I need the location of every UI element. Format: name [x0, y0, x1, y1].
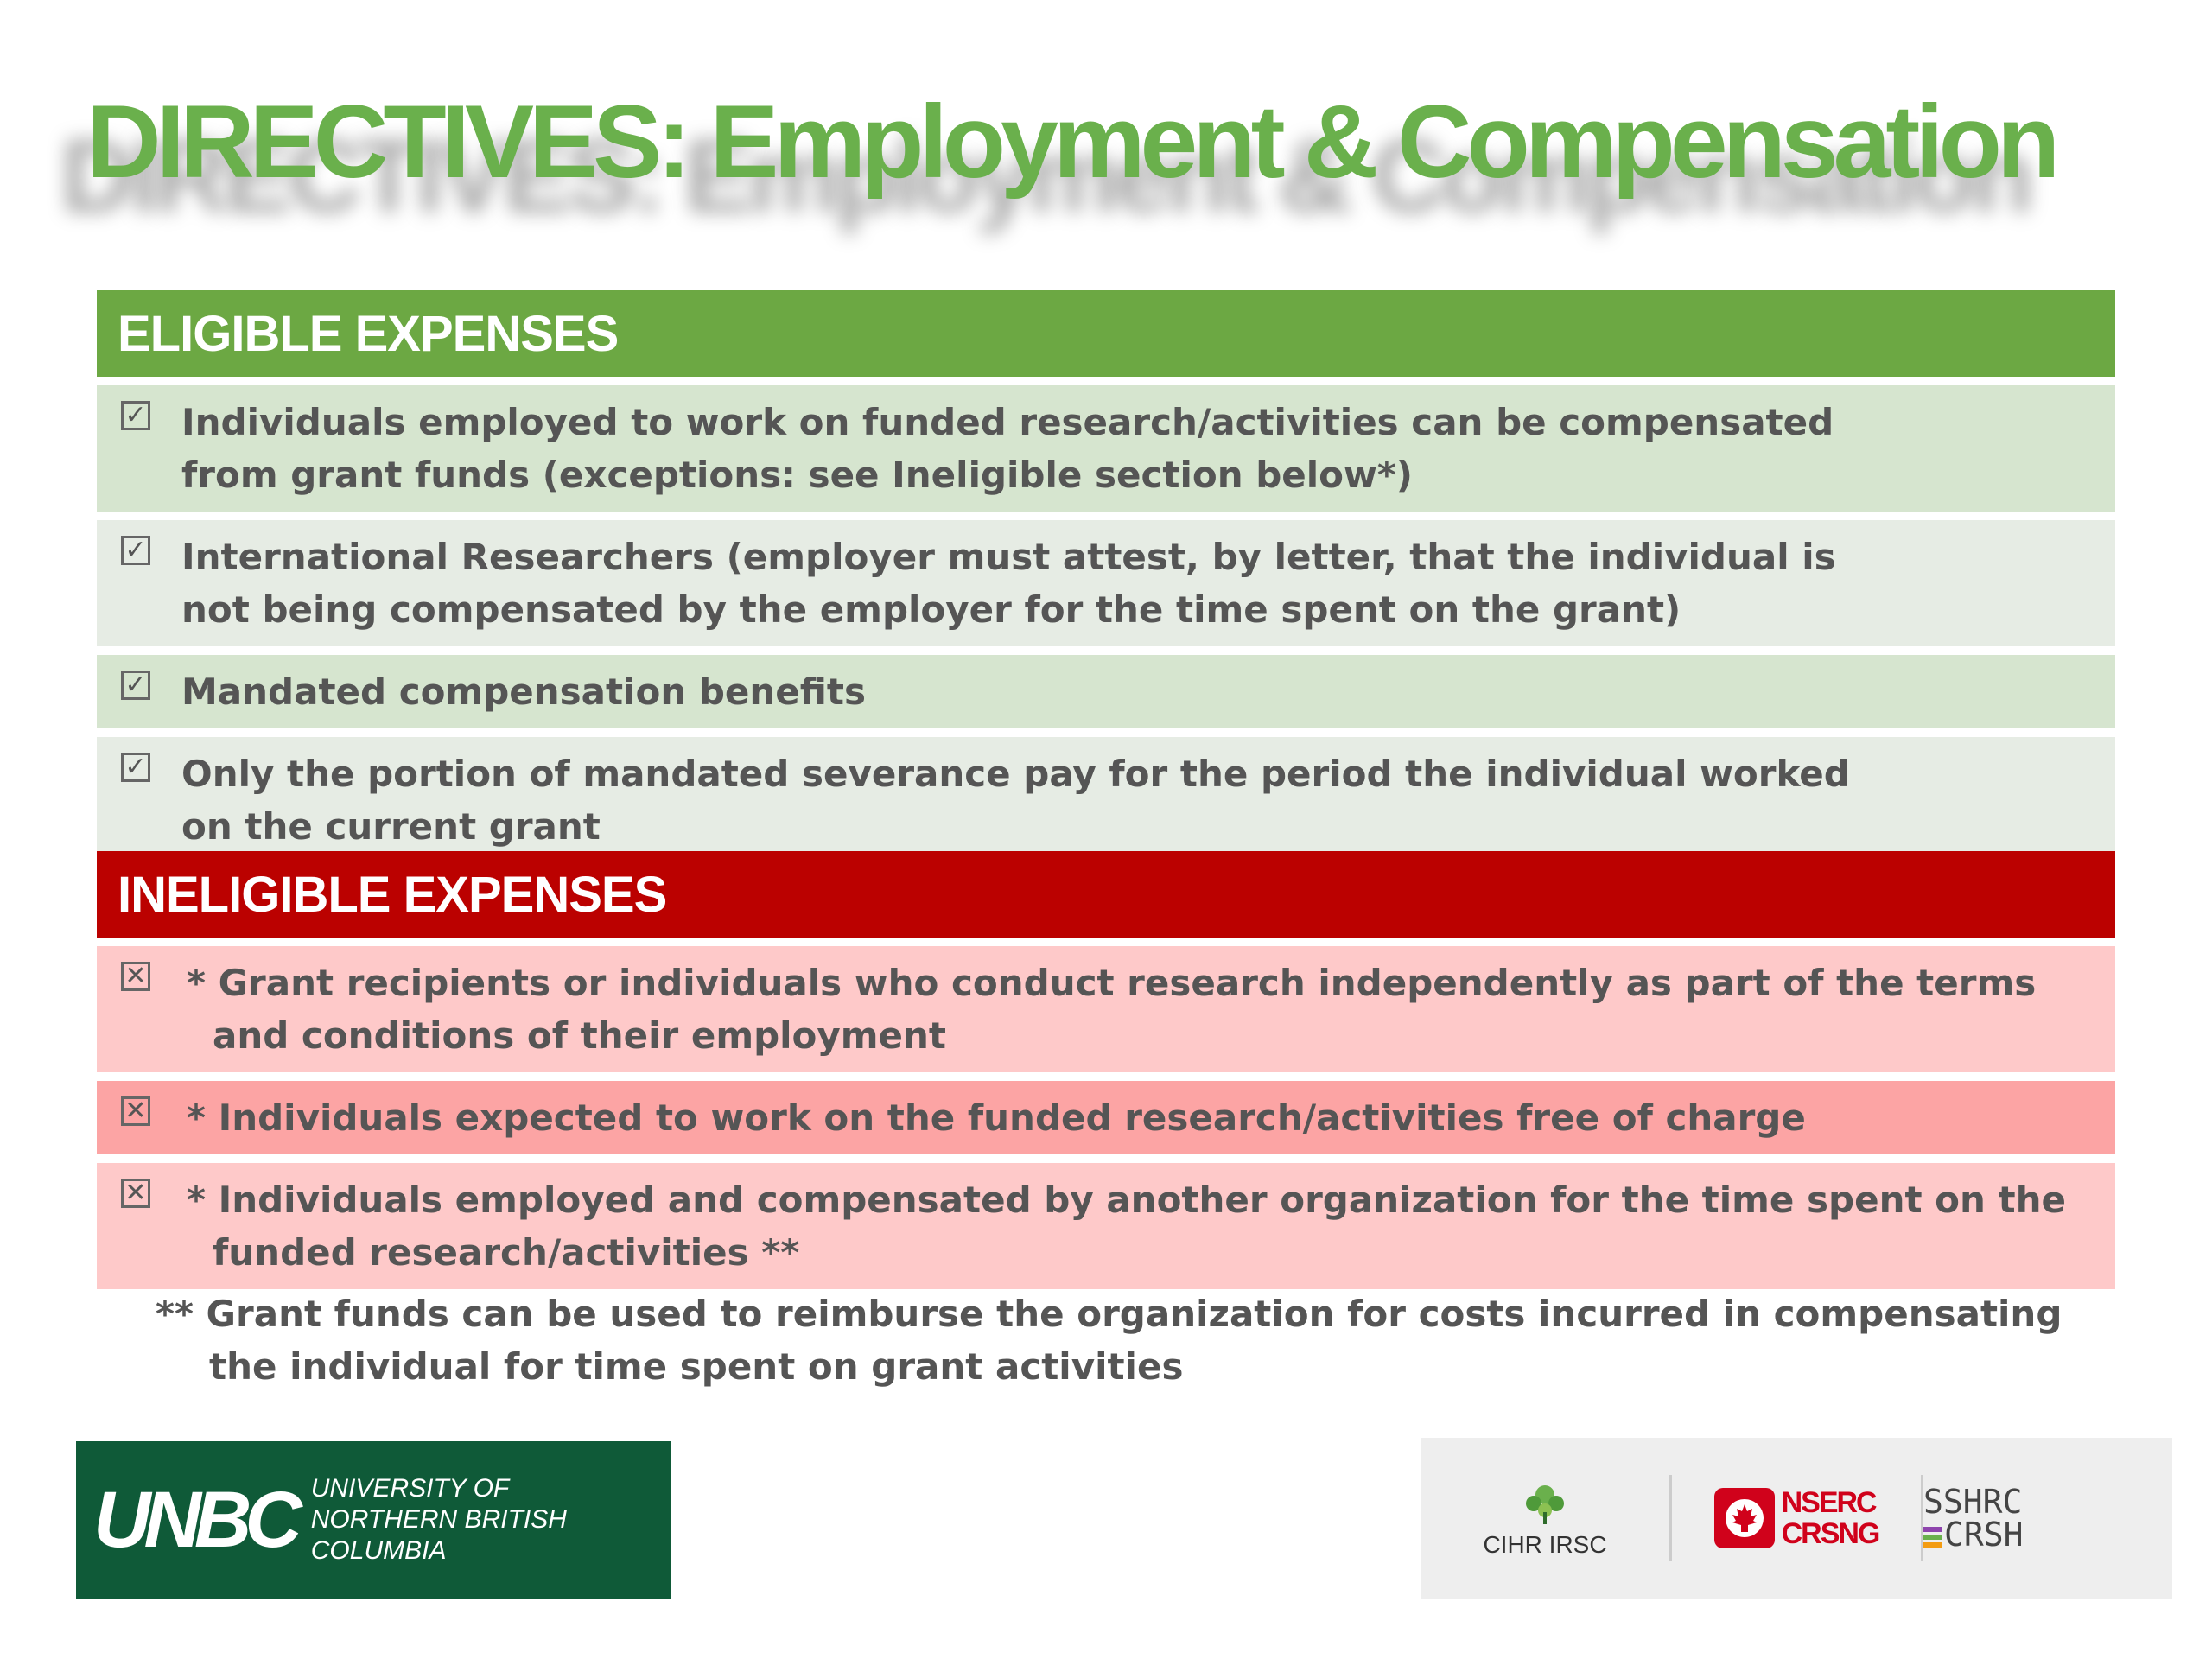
footnote: ** Grant funds can be used to reimburse the organization for costs incurred in compensating the individual for time spent on grant activities	[156, 1293, 2063, 1388]
ineligible-item	[97, 1081, 2115, 1154]
sshrc-line2-wrap	[1923, 1516, 2024, 1554]
unbc-logo-line1: UNIVERSITY OF	[310, 1474, 510, 1503]
checkbox-crossed-icon: ✕	[121, 1179, 150, 1208]
ineligible-item	[97, 946, 2115, 1072]
slide-title: DIRECTIVES: Employment & Compensation	[86, 84, 2056, 200]
checkbox-checked-icon: ✓	[121, 536, 150, 565]
sshrc-line2: CRSH	[1944, 1516, 2024, 1554]
nserc-logo	[1672, 1438, 1921, 1599]
nserc-line2: CRSNG	[1781, 1517, 1879, 1550]
ineligible-item-text: * Grant recipients or individuals who conduct research independently as part of the terms and conditions of their employment	[187, 962, 2037, 1057]
checkbox-checked-icon: ✓	[121, 671, 150, 700]
eligible-item-text: Individuals employed to work on funded research/activities can be compensated from grant funds (exceptions: see Ineligible section below*)	[181, 401, 1834, 496]
cihr-leaf-icon	[1515, 1478, 1575, 1526]
eligible-item-text: Mandated compensation benefits	[181, 671, 866, 713]
checkbox-checked-icon: ✓	[121, 401, 150, 430]
checkbox-crossed-icon: ✕	[121, 962, 150, 991]
unbc-logo-wordmark	[311, 1473, 671, 1567]
eligible-item	[97, 520, 2115, 646]
eligible-expenses-header: ELIGIBLE EXPENSES	[97, 290, 2115, 377]
cihr-logo	[1421, 1438, 1669, 1599]
eligible-item-text: International Researchers (employer must attest, by letter, that the individual is not being compensated by the employer for the time spent on the grant)	[181, 536, 1836, 631]
nserc-line1: NSERC	[1781, 1486, 1876, 1519]
ineligible-item-text: * Individuals expected to work on the funded research/activities free of charge	[187, 1096, 1806, 1139]
sshrc-line1: SSHRC	[1923, 1483, 2023, 1521]
checkbox-checked-icon: ✓	[121, 753, 150, 782]
eligible-item	[97, 385, 2115, 512]
nserc-logo-text	[1782, 1487, 1879, 1549]
eligible-expenses-panel	[97, 290, 2115, 863]
eligible-item	[97, 737, 2115, 863]
ineligible-item-text: * Individuals employed and compensated by another organization for the time spent on the funded research/activities **	[187, 1179, 2067, 1274]
unbc-logo	[76, 1441, 671, 1599]
unbc-logo-line2: NORTHERN BRITISH COLUMBIA	[310, 1505, 567, 1565]
sshrc-stripes-icon	[1923, 1524, 1942, 1550]
ineligible-expenses-panel	[97, 851, 2115, 1289]
ineligible-item	[97, 1163, 2115, 1289]
unbc-logo-mark: UNBC	[93, 1475, 296, 1564]
eligible-item-text: Only the portion of mandated severance pay for the period the individual worked on the current grant	[181, 753, 1850, 848]
sshrc-logo	[1923, 1438, 2172, 1599]
ineligible-expenses-header: INELIGIBLE EXPENSES	[97, 851, 2115, 938]
checkbox-crossed-icon: ✕	[121, 1096, 150, 1126]
granting-agencies-logos	[1421, 1438, 2172, 1599]
eligible-item	[97, 655, 2115, 728]
cihr-logo-text: CIHR IRSC	[1483, 1531, 1607, 1558]
maple-leaf-icon	[1714, 1488, 1775, 1548]
